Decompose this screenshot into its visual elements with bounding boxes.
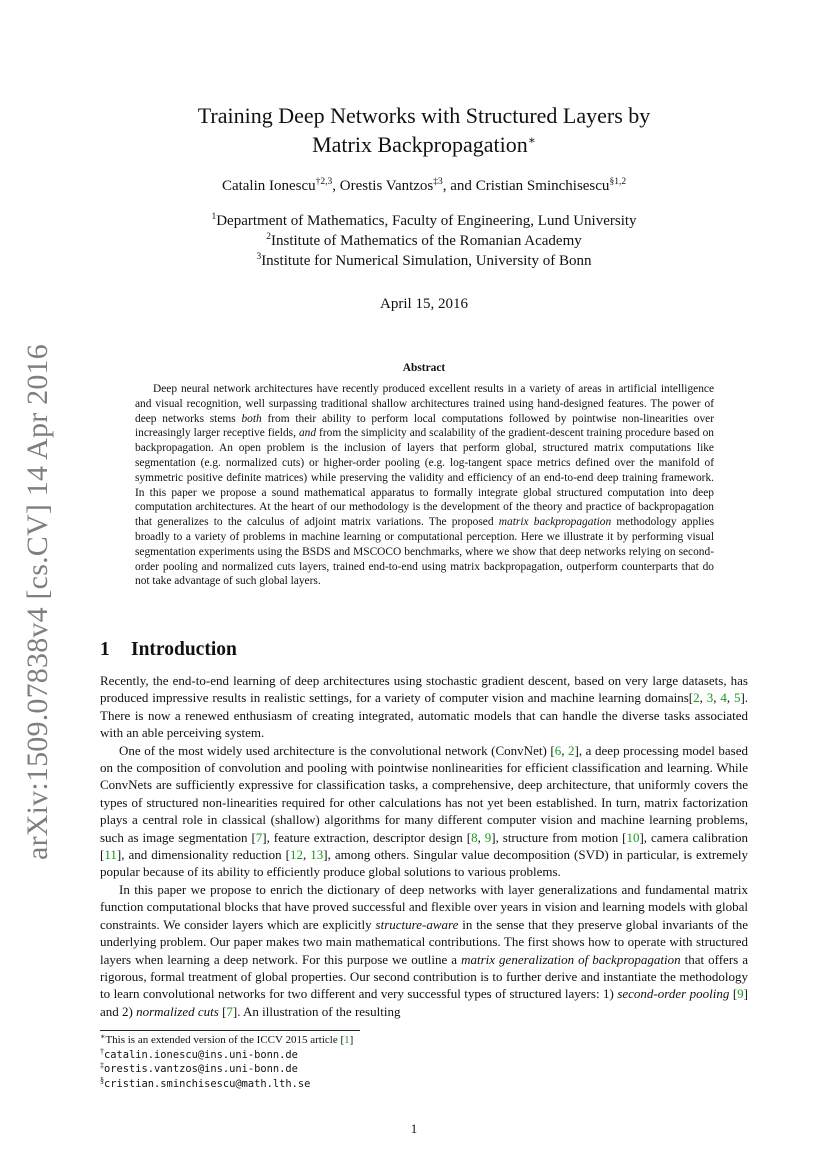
- text-run: ], among others. Singular value decomposition (SVD) in particular, is extremely popular because of its ability to efficiently produce global solutions to various problems.: [100, 847, 749, 880]
- footnote: [100, 1062, 748, 1077]
- citation-link[interactable]: 9: [737, 986, 744, 1002]
- author-name: Orestis Vantzos: [339, 178, 434, 194]
- text-run: ], and dimensionality reduction [: [116, 847, 290, 863]
- emphasized-text: matrix generalization of backpropagation: [461, 951, 681, 967]
- affiliation-text: Department of Mathematics, Faculty of Engineering, Lund University: [216, 213, 637, 229]
- abstract-body: [135, 382, 714, 589]
- text-run: One of the most widely used architecture is the convolutional network (ConvNet) [: [119, 742, 555, 758]
- citation-link[interactable]: 7: [255, 829, 263, 845]
- footnote-mark: §: [100, 1075, 104, 1085]
- title-line-2: [100, 130, 748, 159]
- footnote-mark: ∗: [100, 1032, 106, 1041]
- author-marks: †2,3: [315, 177, 333, 187]
- section-number: 1: [100, 639, 110, 660]
- text-run: ,: [561, 742, 569, 758]
- intro-paragraph: [100, 881, 748, 1020]
- citation-link[interactable]: 2: [693, 690, 700, 706]
- text-run: ], camera calibration [: [100, 829, 749, 863]
- author-separator: ,: [332, 178, 340, 194]
- text-run: from the simplicity and scalability of the gradient-descent training procedure based on backpropagation. An open problem is the inclusion of layers that perform global, structured matrix computations like segmentation (e.g. normalized cuts) or higher-order pooling (e.g. log-tangent space metrics defined over the manifold of symmetric positive definite matrices) while preserving the validity and efficiency of an end-to-end deep training framework. In this paper we propose a sound mathematical apparatus to formally integrate global structured computation into deep computation architectures. At the heart of our methodology is the development of the theory and practice of backpropagation that generalizes to the calculus of adjoint matrix variations. The proposed: [135, 427, 714, 529]
- footnotes: [100, 1033, 748, 1091]
- title-line-2-text: Matrix Backpropagation: [312, 132, 528, 157]
- author-name: Cristian Sminchisescu: [475, 178, 610, 194]
- text-run: methodology applies broadly to a variety of problems in machine learning or computational perception. Here we illustrate it by performing visual segmentation experiments using the BSDS and MSCOCO benchmarks, where we show that deep networks relying on second-order pooling and normalized cuts layers, trained end-to-end using matrix backpropagation, outperform counterparts that do not take advantage of such global layers.: [135, 516, 715, 588]
- citation-link[interactable]: 7: [226, 1003, 233, 1019]
- author-separator: , and: [442, 178, 476, 194]
- emphasized-text: matrix backpropagation: [498, 516, 612, 529]
- text-run: ,: [477, 829, 485, 845]
- citation-link[interactable]: 13: [310, 847, 324, 863]
- citation-link[interactable]: 9: [484, 829, 492, 845]
- author-marks: §1,2: [609, 177, 627, 187]
- text-run: ,: [302, 847, 311, 863]
- author-name: Catalin Ionescu: [221, 178, 316, 194]
- citation-link[interactable]: 6: [554, 742, 562, 758]
- text-run: that offers a rigorous, formal treatment of global properties. Our second contribution is to further derive and instantiate the methodology to learn convolutional networks for two different and very successful types of structured layers: 1): [100, 951, 748, 1002]
- text-run: from their ability to perform local computations followed by pointwise non-linearities over increasingly larger receptive fields,: [135, 412, 714, 440]
- text-run: ]. There is now a renewed enthusiasm of creating integrated, automatic models that can handle the diverse tasks associated with an able perceiving system.: [100, 690, 749, 741]
- footnote-mark: †: [100, 1046, 104, 1056]
- arxiv-identifier: arXiv:1509.07838v4 [cs.CV] 14 Apr 2016: [21, 344, 54, 860]
- affiliation-number: 2: [266, 232, 271, 242]
- text-run: In this paper we propose to enrich the dictionary of deep networks with layer generalizations and fundamental matrix function computational blocks that have proved successful and flexible over years in vision and learning models with global constraints. We consider layers which are explicitly: [100, 881, 748, 932]
- title-footnote-mark: ∗: [527, 133, 536, 147]
- text-run: ], structure from motion [: [491, 829, 627, 845]
- author-list: [100, 176, 748, 196]
- emphasized-text: structure-aware: [375, 916, 459, 932]
- footnote-email[interactable]: orestis.vantzos@ins.uni-bonn.de: [104, 1063, 298, 1076]
- affiliation-text: Institute for Numerical Simulation, University of Bonn: [261, 253, 592, 269]
- introduction-body: [100, 672, 748, 1020]
- text-run: Recently, the end-to-end learning of deep architectures using stochastic gradient descent, based on very large datasets, has produced impressive results in realistic settings, for a variety of computer vision and machine learning domains[: [100, 673, 748, 706]
- abstract-heading: Abstract: [402, 362, 446, 374]
- emphasized-text: and: [298, 427, 317, 440]
- intro-paragraph: [100, 672, 748, 742]
- text-run: ,: [699, 690, 707, 706]
- text-run: ]. An illustration of the resulting: [232, 1003, 401, 1019]
- affiliation: [100, 251, 748, 271]
- text-run: ] and 2): [100, 986, 748, 1019]
- footnote-mark: ‡: [100, 1061, 104, 1071]
- section-title: Introduction: [131, 639, 237, 660]
- text-run: ], feature extraction, descriptor design [: [262, 829, 472, 845]
- affiliation-number: 3: [256, 252, 262, 262]
- abstract-paragraph: [135, 382, 714, 589]
- intro-paragraph: [100, 742, 748, 881]
- citation-link[interactable]: 3: [706, 690, 714, 706]
- footnote: [100, 1048, 748, 1063]
- affiliation-list: [100, 211, 748, 271]
- footnote-email[interactable]: cristian.sminchisescu@math.lth.se: [104, 1077, 311, 1090]
- citation-link[interactable]: 1: [344, 1034, 350, 1046]
- text-run: ], a deep processing model based on the composition of convolution and pooling with pointwise nonlinearities for efficient classification and learning. While ConvNets are sufficiently expressive for classification tasks, a comprehensive, deep architecture, that uniformly covers the types of structured non-linearities required for other calculations has not yet been established. In turn, matrix factorization plays a central role in classical (shallow) algorithms for many different computer vision and machine learning problems, such as image segmentation [: [100, 742, 748, 845]
- emphasized-text: both: [241, 412, 262, 425]
- citation-link[interactable]: 8: [471, 829, 478, 845]
- title-line-1: Training Deep Networks with Structured Layers by: [197, 103, 651, 128]
- footnote-divider: [100, 1030, 360, 1031]
- text-run: [: [218, 1003, 227, 1019]
- footnote-text: This is an extended version of the ICCV 2015 article [: [105, 1034, 345, 1046]
- citation-link[interactable]: 11: [104, 847, 117, 863]
- citation-link[interactable]: 4: [720, 690, 727, 706]
- text-run: ,: [726, 690, 734, 706]
- paper-title: [100, 101, 748, 159]
- author-marks: ‡3: [433, 177, 443, 187]
- page-number: 1: [410, 1121, 418, 1136]
- emphasized-text: second-order pooling: [617, 986, 730, 1002]
- publication-date: April 15, 2016: [380, 296, 468, 312]
- emphasized-text: normalized cuts: [136, 1003, 219, 1019]
- affiliation: [100, 231, 748, 251]
- affiliation: [100, 211, 748, 231]
- footnote-email[interactable]: catalin.ionescu@ins.uni-bonn.de: [104, 1048, 298, 1061]
- text-run: ,: [713, 690, 721, 706]
- citation-link[interactable]: 12: [289, 847, 303, 863]
- citation-link[interactable]: 10: [626, 829, 640, 845]
- citation-link[interactable]: 2: [568, 742, 575, 758]
- citation-link[interactable]: 5: [733, 690, 741, 706]
- section-heading: [100, 638, 237, 662]
- text-run: [: [729, 986, 738, 1002]
- footnote: [100, 1033, 748, 1048]
- footnote: [100, 1077, 748, 1092]
- affiliation-number: 1: [211, 212, 217, 222]
- text-run: Deep neural network architectures have recently produced excellent results in a variety of areas in artificial intelligence and visual recognition, well surpassing traditional shallow architectures trained using hand-designed features. The power of deep networks stems: [135, 383, 714, 425]
- text-run: in the sense that they preserve global invariants of the underlying problem. Our paper makes two main mathematical contributions. The first shows how to operate with structured layers when learning a deep network. For this purpose we outline a: [100, 916, 748, 967]
- footnote-text-end: ]: [349, 1034, 354, 1046]
- affiliation-text: Institute of Mathematics of the Romanian Academy: [270, 233, 582, 249]
